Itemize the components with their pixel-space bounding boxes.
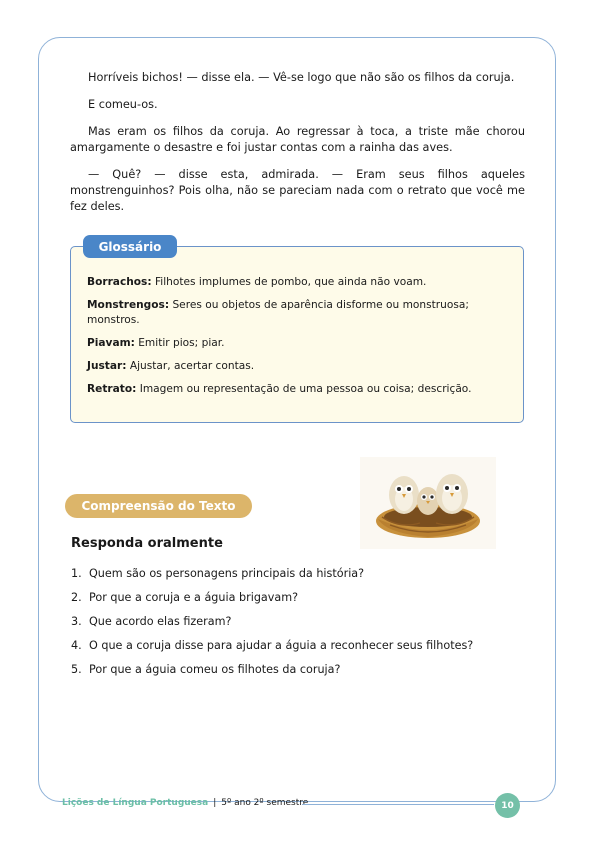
page-number: 10 bbox=[495, 793, 520, 818]
question-number: 2. bbox=[71, 591, 82, 604]
glossary-definition: Emitir pios; piar. bbox=[134, 337, 225, 349]
footer-separator: | bbox=[213, 798, 217, 808]
footer-grade: 5º ano 2º semestre bbox=[221, 798, 309, 808]
footer-book-title bbox=[62, 798, 308, 808]
question-item bbox=[71, 638, 473, 662]
story-paragraph: Mas eram os filhos da coruja. Ao regressar à toca, a triste mãe chorou amargamente o desastre e foi justar contas com a rainha das aves. bbox=[70, 125, 525, 154]
glossary-definition: Seres ou objetos de aparência disforme ou monstruosa; monstros. bbox=[87, 299, 469, 326]
glossary-entry bbox=[87, 275, 507, 290]
question-item bbox=[71, 566, 473, 590]
question-list bbox=[71, 566, 473, 686]
glossary-entry bbox=[87, 298, 507, 328]
glossary-term: Monstrengos: bbox=[87, 299, 170, 311]
footer-title-text: Lições de Língua Portuguesa bbox=[62, 798, 209, 808]
glossary-definition: Imagem ou representação de uma pessoa ou coisa; descrição. bbox=[136, 383, 472, 395]
owlets-in-nest-icon bbox=[360, 457, 496, 549]
glossary-title: Glossário bbox=[83, 235, 177, 258]
question-text: Quem são os personagens principais da história? bbox=[89, 567, 365, 580]
question-text: O que a coruja disse para ajudar a águia a reconhecer seus filhotes? bbox=[89, 639, 474, 652]
glossary-definition: Filhotes implumes de pombo, que ainda não voam. bbox=[151, 276, 427, 288]
question-number: 1. bbox=[71, 567, 82, 580]
question-number: 4. bbox=[71, 639, 82, 652]
glossary-entry bbox=[87, 382, 507, 397]
question-item bbox=[71, 590, 473, 614]
question-text: Que acordo elas fizeram? bbox=[89, 615, 232, 628]
comprehension-title: Compreensão do Texto bbox=[65, 494, 252, 518]
glossary-term: Retrato: bbox=[87, 383, 137, 395]
glossary-list bbox=[87, 275, 507, 405]
story-paragraph: — Quê? — disse esta, admirada. — Eram seus filhos aqueles monstrenguinhos? Pois olha, não se pareciam nada com o retrato que você me fez deles. bbox=[70, 168, 525, 213]
glossary-term: Borrachos: bbox=[87, 276, 152, 288]
glossary-entry bbox=[87, 336, 507, 351]
glossary-term: Justar: bbox=[87, 360, 127, 372]
glossary-term: Piavam: bbox=[87, 337, 135, 349]
story-paragraph: Horríveis bichos! — disse ela. — Vê-se logo que não são os filhos da coruja. bbox=[88, 71, 515, 84]
footer-divider bbox=[302, 804, 494, 805]
question-text: Por que a coruja e a águia brigavam? bbox=[89, 591, 299, 604]
glossary-definition: Ajustar, acertar contas. bbox=[126, 360, 255, 372]
story-paragraph: E comeu-os. bbox=[88, 98, 158, 111]
question-item bbox=[71, 662, 473, 686]
question-item bbox=[71, 614, 473, 638]
question-number: 3. bbox=[71, 615, 82, 628]
story-text bbox=[70, 70, 525, 226]
question-text: Por que a águia comeu os filhotes da coruja? bbox=[89, 663, 341, 676]
oral-answer-heading: Responda oralmente bbox=[71, 536, 223, 551]
question-number: 5. bbox=[71, 663, 82, 676]
glossary-entry bbox=[87, 359, 507, 374]
